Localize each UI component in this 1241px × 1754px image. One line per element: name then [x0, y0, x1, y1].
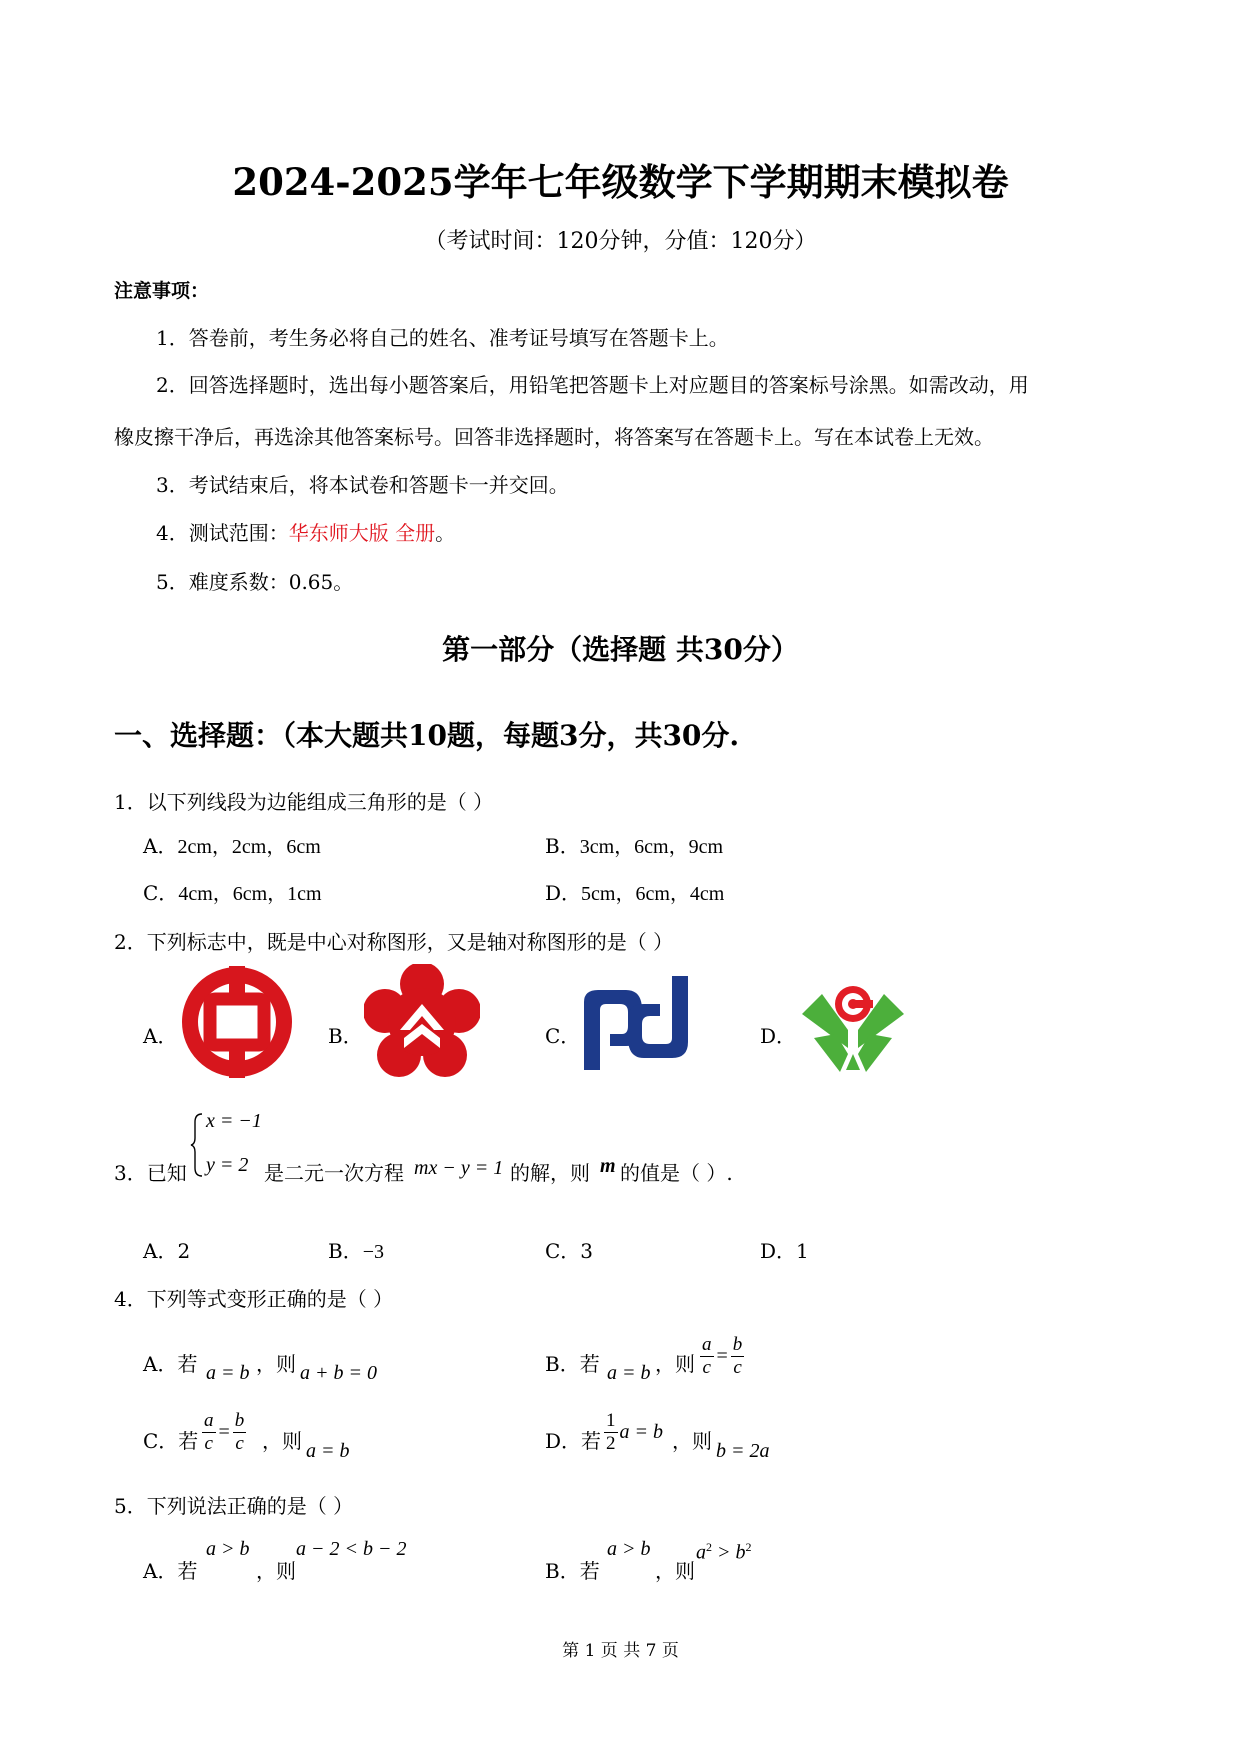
q3-b-value: −3: [362, 1241, 384, 1263]
page-footer: 第 1 页 共 7 页: [562, 1641, 679, 1661]
q5-a-then: ，则: [256, 1559, 296, 1583]
q3-stem-mid: 是二元一次方程: [264, 1161, 404, 1185]
q3-b-label: B．: [328, 1239, 363, 1263]
q4-c-frac-left: $\frac{a}{c}$: [204, 1410, 214, 1454]
q4-a-result: a + b = 0: [300, 1362, 377, 1384]
notice-item-1: 1．答卷前，考生务必将自己的姓名、准考证号填写在答题卡上。: [156, 326, 729, 350]
q2-c-label: C．: [545, 1024, 581, 1048]
q1-b-label: B．: [545, 834, 580, 858]
notice-item-4: [156, 517, 455, 546]
q4-a-condition: a = b: [206, 1362, 250, 1384]
part-title: 第一部分（选择题 共30分）: [442, 633, 799, 666]
notice-item-4-suffix: 。: [435, 521, 456, 545]
q1-d-label: D．: [545, 881, 582, 905]
q4-d-label: D．若: [545, 1429, 602, 1453]
q1-option-d: [545, 877, 724, 906]
q1-option-a: [143, 830, 321, 859]
q3-variable-m: m: [600, 1155, 616, 1177]
q1-b-value: 3cm，6cm，9cm: [579, 836, 724, 858]
q4-b-then: ，则: [655, 1352, 695, 1376]
system-brace-icon: [190, 1112, 204, 1178]
q3-system-eq2: y = 2: [206, 1154, 249, 1176]
section-title: 一、选择题：（本大题共10题，每题3分，共30分.: [114, 719, 740, 752]
q4-stem: 4．下列等式变形正确的是（ ）: [114, 1287, 394, 1311]
q1-stem: 1．以下列线段为边能组成三角形的是（ ）: [114, 790, 494, 814]
q4-d-result: b = 2a: [716, 1440, 770, 1462]
q4-c-condition: $\frac{a}{c}$ = $\frac{b}{c}$: [204, 1410, 245, 1454]
q2-b-label: B．: [328, 1024, 363, 1048]
q1-option-c: [143, 877, 322, 906]
q2-d-label: D．: [760, 1024, 797, 1048]
q4-d-condition: $\frac{1}{2}$ a = b: [606, 1410, 663, 1454]
notice-item-3: 3．考试结束后，将本试卷和答题卡一并交回。: [156, 473, 569, 497]
q1-d-value: 5cm，6cm，4cm: [581, 883, 725, 905]
q4-a-then: ，则: [256, 1352, 296, 1376]
q4-a-label: A．若: [143, 1352, 198, 1376]
q4-b-condition: a = b: [607, 1362, 651, 1384]
q5-b-result: $a^2 > b^2$: [696, 1540, 752, 1564]
q5-b-condition: a > b: [607, 1538, 651, 1560]
q4-c-frac-right: $\frac{b}{c}$: [234, 1410, 245, 1454]
q5-b-then: ，则: [655, 1559, 695, 1583]
q5-a-condition: a > b: [206, 1538, 250, 1560]
exam-subtitle: （考试时间：120分钟，分值：120分）: [424, 229, 817, 254]
q4-c-result: a = b: [306, 1440, 350, 1462]
q3-system-eq1: x = −1: [206, 1110, 262, 1132]
q3-label: 3．已知: [114, 1161, 187, 1185]
q3-option-c: C．3: [545, 1239, 594, 1263]
test-scope: 华东师大版 全册: [288, 521, 436, 545]
q3-option-d: D．1: [760, 1239, 809, 1263]
spdb-logo-icon: [580, 976, 692, 1072]
q2-stem: 2．下列标志中，既是中心对称图形，又是轴对称图形的是（ ）: [114, 930, 674, 954]
q1-option-b: [545, 830, 723, 859]
q4-b-frac-left: $\frac{a}{c}$: [702, 1334, 712, 1378]
q3-stem-tail2: 的值是（ ）.: [620, 1161, 733, 1185]
q2-a-label: A．: [143, 1024, 178, 1048]
q1-a-value: 2cm，2cm，6cm: [177, 836, 321, 858]
q3-equation: mx − y = 1: [414, 1157, 504, 1179]
notice-item-5: 5．难度系数：0.65。: [156, 570, 354, 594]
q5-stem: 5．下列说法正确的是（ ）: [114, 1494, 354, 1518]
boc-logo-icon: [181, 966, 293, 1078]
q4-c-then: ，则: [262, 1429, 302, 1453]
exam-title: 2024-2025学年七年级数学下学期期末模拟卷: [232, 160, 1009, 204]
q4-b-result: $\frac{a}{c}$ = $\frac{b}{c}$: [702, 1334, 743, 1378]
q3-option-b: [328, 1235, 384, 1264]
q1-c-label: C．: [143, 881, 179, 905]
q5-b-label: B．若: [545, 1559, 600, 1583]
q5-a-label: A．若: [143, 1559, 198, 1583]
q5-a-result: a − 2 < b − 2: [296, 1538, 407, 1560]
abc-bank-logo-icon: [800, 978, 906, 1072]
notice-item-4-prefix: 4．测试范围：: [156, 521, 289, 545]
q4-d-then: ，则: [672, 1429, 712, 1453]
q4-b-label: B．若: [545, 1352, 600, 1376]
q1-a-label: A．: [143, 834, 178, 858]
notice-item-2-cont: 橡皮擦干净后，再选涂其他答案标号。回答非选择题时，将答案写在答题卡上。写在本试卷上无效。: [114, 425, 994, 449]
q4-d-frac-half: $\frac{1}{2}$: [606, 1410, 616, 1454]
cmbc-flower-logo-icon: [364, 964, 480, 1080]
q1-c-value: 4cm，6cm，1cm: [178, 883, 322, 905]
q4-c-label: C．若: [143, 1429, 199, 1453]
notice-heading: 注意事项：: [114, 280, 210, 302]
q4-b-frac-right: $\frac{b}{c}$: [732, 1334, 743, 1378]
q3-option-a: A．2: [143, 1239, 191, 1263]
q3-stem-tail1: 的解，则: [510, 1161, 590, 1185]
notice-item-2: 2．回答选择题时，选出每小题答案后，用铅笔把答题卡上对应题目的答案标号涂黑。如需改动，用: [156, 373, 1029, 397]
